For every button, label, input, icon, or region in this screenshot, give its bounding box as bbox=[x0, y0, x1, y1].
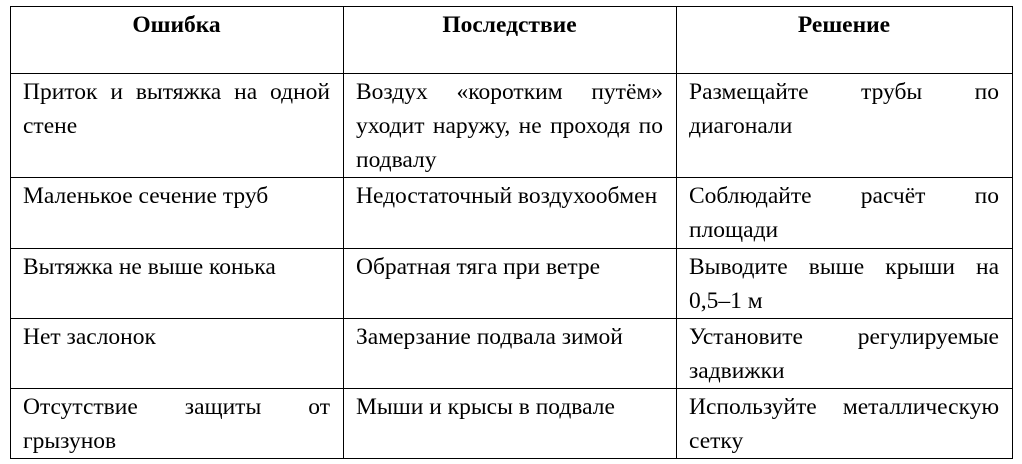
column-header-mistake: Ошибка bbox=[11, 7, 344, 74]
table-row bbox=[11, 319, 1013, 389]
table-row bbox=[11, 389, 1013, 459]
ventilation-mistakes-table bbox=[10, 6, 1013, 459]
cell-mistake: Нет заслонок bbox=[11, 319, 344, 389]
cell-consequence: Недостаточный воздухообмен bbox=[344, 178, 677, 249]
table-row bbox=[11, 249, 1013, 319]
cell-mistake: Вытяжка не выше конька bbox=[11, 249, 344, 319]
table-header-row bbox=[11, 7, 1013, 74]
cell-consequence: Замерзание подвала зимой bbox=[344, 319, 677, 389]
cell-mistake: Отсутствие защиты от грызунов bbox=[11, 389, 344, 459]
table-row bbox=[11, 178, 1013, 249]
column-header-consequence: Последствие bbox=[344, 7, 677, 74]
table-row bbox=[11, 74, 1013, 178]
cell-solution: Размещайте трубы по диагонали bbox=[677, 74, 1013, 178]
cell-consequence: Обратная тяга при ветре bbox=[344, 249, 677, 319]
cell-solution: Используйте металлическую сетку bbox=[677, 389, 1013, 459]
cell-consequence: Мыши и крысы в подвале bbox=[344, 389, 677, 459]
cell-solution: Установите регулируемые задвижки bbox=[677, 319, 1013, 389]
cell-consequence: Воздух «коротким путём» уходит наружу, не проходя по подвалу bbox=[344, 74, 677, 178]
column-header-solution: Решение bbox=[677, 7, 1013, 74]
cell-mistake: Приток и вытяжка на одной стене bbox=[11, 74, 344, 178]
cell-solution: Выводите выше крыши на 0,5–1 м bbox=[677, 249, 1013, 319]
cell-mistake: Маленькое сечение труб bbox=[11, 178, 344, 249]
cell-solution: Соблюдайте расчёт по площади bbox=[677, 178, 1013, 249]
